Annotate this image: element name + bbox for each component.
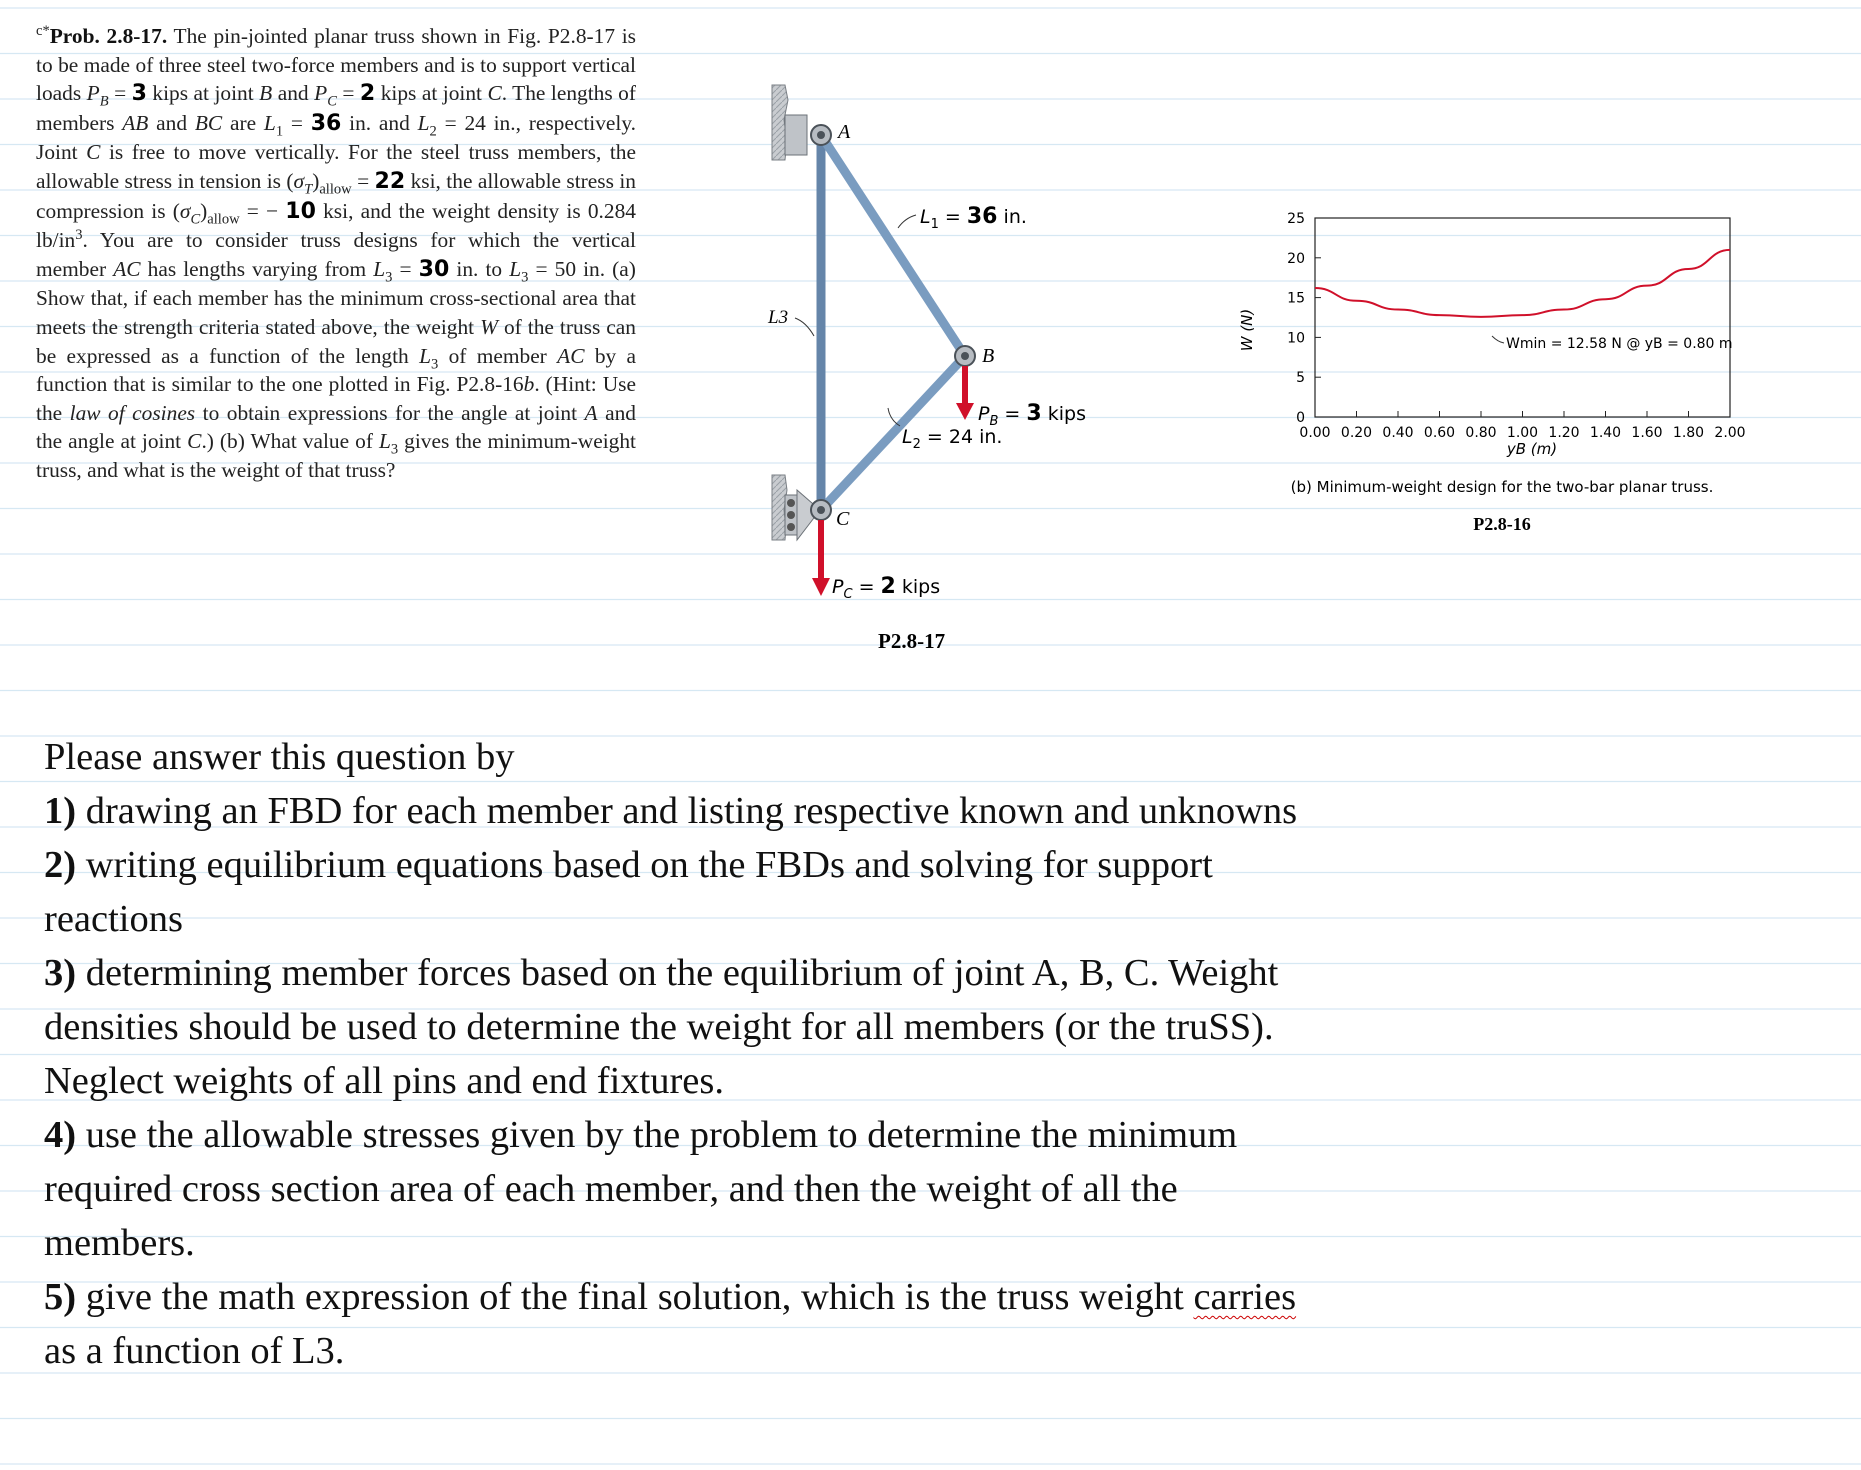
problem-text: . (Hint: Use the xyxy=(36,372,637,425)
x-tick-label: 1.40 xyxy=(1589,425,1622,441)
instructions-intro: Please answer this question by xyxy=(44,736,515,778)
spellcheck-word: carries xyxy=(1193,1276,1297,1318)
y-tick-label: 5 xyxy=(1296,370,1305,387)
x-tick-label: 1.80 xyxy=(1672,425,1705,441)
problem-text: gives the minimum-weight truss, and what is the weight of that truss? xyxy=(36,429,637,482)
step-text: writing equilibrium equations based on the FBDs and solving for support reactions xyxy=(44,844,1213,940)
label-l1: $L_1 = 36$ in. xyxy=(920,204,1027,232)
leader-l3 xyxy=(795,318,814,336)
problem-text: . You are to consider truss designs for which the vertical member xyxy=(36,228,636,281)
problem-text: ksi, and the weight density is 0.284 lb/in xyxy=(36,198,636,253)
step-text: as a function of L3. xyxy=(44,1330,345,1372)
chart-xlabel: yB (m) xyxy=(1506,440,1558,458)
problem-text: is free to move vertically. For the steel truss members, the allowable stress in tension is xyxy=(36,140,636,193)
problem-label: Prob. 2.8-17. xyxy=(49,24,168,48)
step-number: 3) xyxy=(44,952,77,994)
step-number: 1) xyxy=(44,790,77,832)
step-number: 4) xyxy=(44,1114,77,1156)
label-b: B xyxy=(982,345,995,367)
problem-text: of the truss can be expressed as a function of the length xyxy=(36,314,636,368)
y-tick-label: 15 xyxy=(1287,290,1305,307)
label-l2: $L_2 = 24$ in. xyxy=(902,426,1003,452)
step-1 xyxy=(44,784,1304,838)
truss-figure xyxy=(740,60,1140,660)
label-a: A xyxy=(838,121,851,143)
step-5 xyxy=(44,1270,1304,1378)
roller-2 xyxy=(787,511,795,519)
problem-text: The lengths of members xyxy=(36,81,636,135)
x-tick-label: 0.20 xyxy=(1340,425,1373,441)
problem-text: ksi, the allowable stress in compression is xyxy=(36,168,636,223)
chart-frame xyxy=(1315,218,1730,417)
member-ab xyxy=(821,135,965,356)
problem-text: kips at joint xyxy=(152,81,254,106)
y-tick-label: 20 xyxy=(1287,250,1305,267)
bracket-a xyxy=(785,115,807,155)
problem-text: by a function that is similar to the one plotted in Fig. P2.8-16 xyxy=(36,343,637,397)
y-tick-label: 10 xyxy=(1287,330,1305,347)
x-tick-label: 0.80 xyxy=(1465,425,1497,441)
step-number: 5) xyxy=(44,1276,77,1318)
load-pc-arrowhead xyxy=(812,578,830,596)
pin-c-center xyxy=(817,506,825,514)
x-tick-label: 0.00 xyxy=(1299,425,1331,441)
handwritten-sigma-t: 22 xyxy=(374,168,406,194)
step-3 xyxy=(44,946,1304,1108)
handwritten-pc: 2 xyxy=(359,81,376,107)
chart-caption: P2.8-16 xyxy=(1473,514,1531,534)
problem-text: has lengths varying from xyxy=(147,256,367,281)
label-c: C xyxy=(836,508,850,530)
handwritten-pb: 3 xyxy=(131,81,147,107)
instructions xyxy=(44,730,1304,1378)
x-tick-label: 0.40 xyxy=(1382,425,1414,441)
problem-text: to obtain expressions for the angle at joint xyxy=(202,400,578,425)
step-text: determining member forces based on the equilibrium of joint A, B, C. Weight densities should be used to determine the weight for all members (or the truSS). Neglect weights of all pins and end fixtures. xyxy=(44,952,1279,1102)
label-pc: $P_C = 2$ kips xyxy=(832,574,941,602)
pin-b-center xyxy=(961,352,969,360)
step-2 xyxy=(44,838,1304,946)
problem-text: .) (b) What value of xyxy=(201,429,373,454)
problem-text: are xyxy=(229,110,257,135)
weight-chart xyxy=(1230,190,1770,550)
label-l3: L3 xyxy=(768,307,789,328)
roller-3 xyxy=(787,523,795,531)
x-tick-label: 2.00 xyxy=(1714,425,1746,441)
chart-annotation-leader xyxy=(1492,336,1504,343)
y-tick-label: 25 xyxy=(1287,211,1305,227)
leader-l1 xyxy=(898,215,916,228)
series-line-w xyxy=(1315,250,1730,317)
problem-text: = 50 in. (a) Show that, if each member has the minimum cross-sectional area that meets the strength criteria stated above, the weight xyxy=(36,256,636,339)
problem-text: kips at joint xyxy=(380,81,482,106)
step-text: drawing an FBD for each member and listing respective known and unknowns xyxy=(85,790,1298,832)
problem-text: of member xyxy=(448,343,547,368)
problem-statement: $^{c*}$Prob. 2.8-17. The pin-jointed planar truss shown in Fig. P2.8-17 is to be made of three steel two-force members and is to support vertical loads $P_B = 3$ kips at joint B and $P_C = 2$ kips at joint C. The lengths of members AB and BC are $L_1 = 36$ in. and $L_2 = 24$ in., respectively. Joint C is free to move vertically. For the steel truss members, the allowable stress in tension is $(\sigma_T)_{allow} = 22$ ksi, the allowable stress in compression is $(\sigma_C)_{allow}$ = − 10 ksi, and the weight density is 0.284 $lb/in^3$. You are to consider truss designs for which the vertical member AC has lengths varying from $L_3 = 30$ in. to $L_3 = 50$ in. (a) Show that, if each member has the minimum cross-sectional area that meets the strength criteria stated above, the weight W of the truss can be expressed as a function of the length $L_3$ of member AC by a function that is similar to the one plotted in Fig. P2.8-16b. (Hint: Use the law of cosines to obtain expressions for the angle at joint A and the angle at joint C.) (b) What value of $L_3$ gives the minimum-weight truss, and what is the weight of that truss? xyxy=(36,22,637,482)
problem-marker: c* xyxy=(36,22,50,39)
step-text: use the allowable stresses given by the problem to determine the minimum required cross section area of each member, and then the weight of all the members. xyxy=(44,1114,1238,1264)
step-4 xyxy=(44,1108,1304,1270)
y-tick-label: 0 xyxy=(1296,410,1305,426)
problem-text: 24 in., respectively. Joint xyxy=(36,110,637,165)
chart-annotation: Wmin = 12.58 N @ yB = 0.80 m xyxy=(1506,336,1733,352)
x-tick-label: 1.20 xyxy=(1548,425,1580,441)
x-tick-label: 0.60 xyxy=(1423,425,1456,441)
problem-text: and xyxy=(277,81,309,106)
label-pb: $P_B = 3$ kips xyxy=(978,401,1086,429)
problem-text: law of cosines xyxy=(69,400,196,425)
x-tick-label: 1.60 xyxy=(1631,425,1663,441)
chart-ylabel: W (N) xyxy=(1238,308,1256,352)
problem-text: in. to xyxy=(456,256,503,281)
step-number: 2) xyxy=(44,844,77,886)
x-tick-label: 1.00 xyxy=(1506,425,1539,441)
problem-text: and the angle at joint xyxy=(36,400,636,454)
load-pb-arrowhead xyxy=(956,403,974,420)
pin-a-center xyxy=(817,131,825,139)
chart-subcaption: (b) Minimum-weight design for the two-bar planar truss. xyxy=(1290,478,1714,496)
problem-text: in. and xyxy=(349,110,410,135)
problem-text: and xyxy=(156,110,188,135)
handwritten-l1: 36 xyxy=(310,110,342,136)
handwritten-l3min: 30 xyxy=(418,256,450,282)
roller-1 xyxy=(787,499,795,507)
figure-caption-p2-8-17: P2.8-17 xyxy=(878,629,946,653)
step-text: give the math expression of the final solution, which is the truss weight xyxy=(85,1276,1184,1318)
handwritten-sigma-c: 10 xyxy=(285,198,316,224)
problem-text: The pin-jointed planar truss shown in Fig. P2.8-17 is to be made of three steel two-force members and is to support vertical loads xyxy=(36,24,637,106)
